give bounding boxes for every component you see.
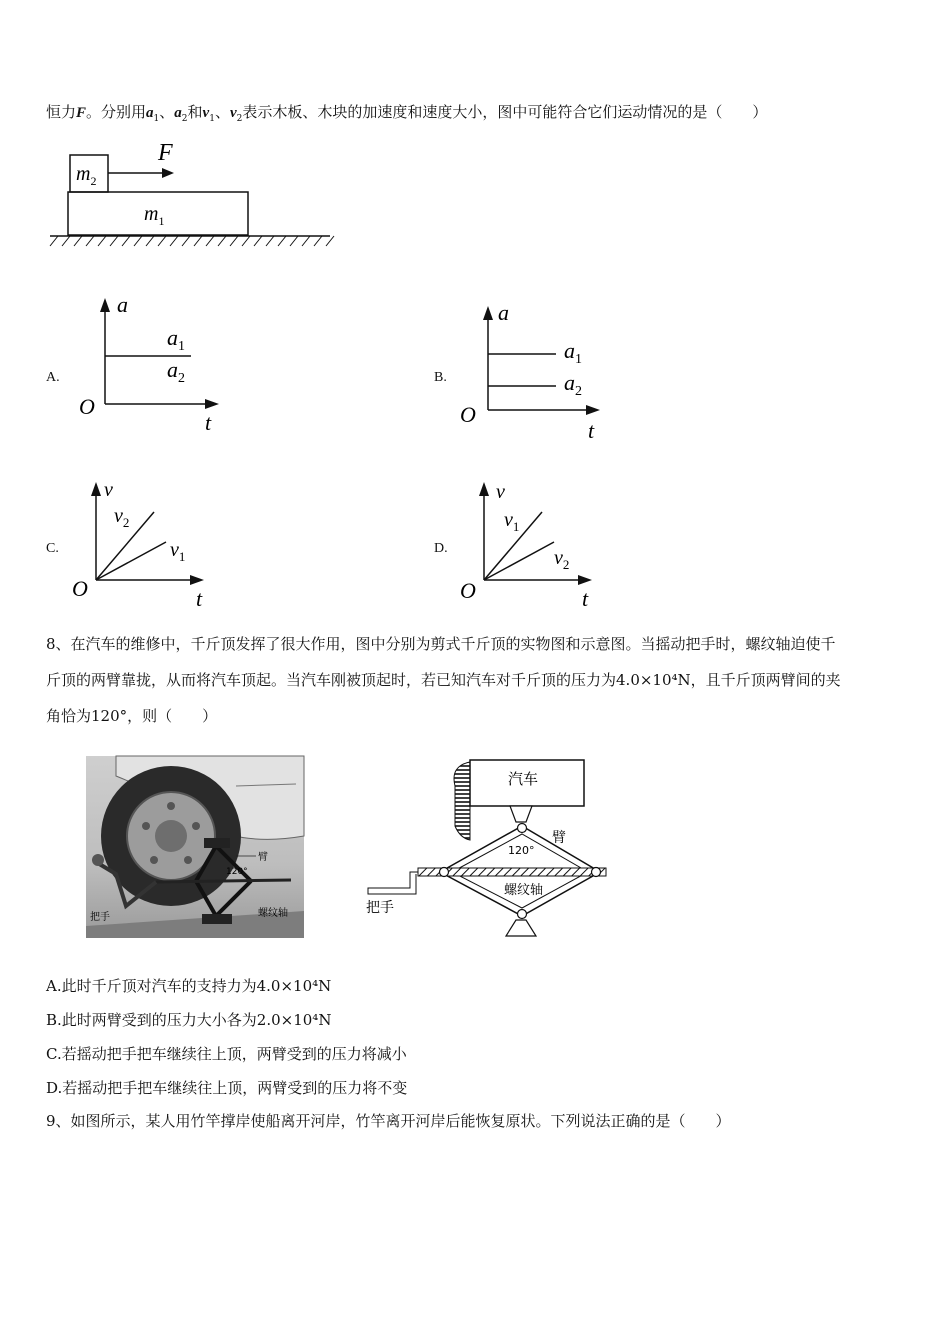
- option-c-graph: [70, 476, 220, 611]
- svg-text:a: a: [498, 300, 509, 325]
- photo-angle-label: 120°: [226, 867, 248, 877]
- photo-arm-label: 臂: [258, 852, 268, 863]
- option-c-label[interactable]: C.: [46, 541, 59, 556]
- svg-text:O: O: [79, 394, 95, 419]
- option-b-label[interactable]: B.: [434, 370, 447, 385]
- q8-option-b[interactable]: B.此时两臂受到的压力大小各为2.0×10⁴N: [46, 1011, 332, 1029]
- svg-text:t: t: [588, 418, 595, 443]
- m2-label: $m_2$: [76, 163, 97, 188]
- q8-option-c[interactable]: C.若摇动把手把车继续往上顶，两臂受到的压力将减小: [46, 1045, 407, 1063]
- diagram-car-label: 汽车: [508, 770, 539, 788]
- q9-stem: 9、如图所示，某人用竹竿撑岸使船离开河岸，竹竿离开河岸后能恢复原状。下列说法正确的是（ ）: [46, 1112, 731, 1130]
- q8-stem: [46, 626, 908, 734]
- svg-text:a2: $a_2$: [564, 370, 582, 399]
- q8-stem-line-3: 角恰为120°，则（ ）: [46, 707, 218, 725]
- q7-stem: 恒力F。分别用$a_1$、$a_2$和$v_1$、$v_2$表示木板、木块的加速度和速度大小，图中可能符合它们运动情况的是（ ）: [46, 103, 768, 124]
- svg-text:t: t: [205, 410, 212, 435]
- photo-screw-label: 螺纹轴: [258, 908, 288, 919]
- q8-option-a[interactable]: A.此时千斤顶对汽车的支持力为4.0×10⁴N: [46, 977, 332, 995]
- svg-text:O: O: [72, 576, 88, 601]
- svg-text:a: a: [117, 292, 128, 317]
- force-label: F: [158, 140, 173, 166]
- q8-stem-line-2: 斤顶的两臂靠拢，从而将汽车顶起。当汽车刚被顶起时，若已知汽车对千斤顶的压力为4.0×10⁴N，且千斤顶两臂间的夹: [46, 671, 841, 689]
- svg-text:v2: $v_2$: [554, 547, 570, 572]
- option-a-graph: [75, 290, 235, 440]
- option-a-label[interactable]: A.: [46, 370, 60, 385]
- m1-label: $m_1$: [144, 203, 165, 228]
- blocks-figure: [46, 138, 336, 248]
- diagram-angle-label: 120°: [508, 844, 535, 857]
- q8-option-d[interactable]: D.若摇动把手把车继续往上顶，两臂受到的压力将不变: [46, 1079, 408, 1097]
- diagram-arm-label: 臂: [552, 830, 566, 846]
- svg-text:v1: $v_1$: [170, 539, 186, 564]
- option-d-graph: [458, 476, 608, 611]
- svg-text:v1: $v_1$: [504, 509, 520, 534]
- svg-text:v: v: [496, 481, 505, 503]
- q8-stem-line-1: 8、在汽车的维修中，千斤顶发挥了很大作用，图中分别为剪式千斤顶的实物图和示意图。当摇动把手时，螺纹轴迫使千: [46, 635, 836, 653]
- svg-text:a2: $a_2$: [167, 357, 185, 386]
- option-b-graph: [458, 298, 618, 448]
- svg-text:a1: $a_1$: [167, 325, 185, 354]
- option-d-label[interactable]: D.: [434, 541, 448, 556]
- svg-text:v: v: [104, 479, 113, 501]
- svg-text:a1: $a_1$: [564, 338, 582, 367]
- diagram-handle-label: 把手: [366, 900, 394, 916]
- jack-diagram: [360, 756, 610, 942]
- diagram-screw-label: 螺纹轴: [504, 883, 544, 898]
- jack-photo: [86, 756, 304, 938]
- svg-text:O: O: [460, 578, 476, 603]
- svg-text:t: t: [582, 586, 589, 611]
- svg-text:O: O: [460, 402, 476, 427]
- photo-handle-label: 把手: [90, 912, 110, 923]
- svg-text:t: t: [196, 586, 203, 611]
- svg-text:v2: $v_2$: [114, 505, 130, 530]
